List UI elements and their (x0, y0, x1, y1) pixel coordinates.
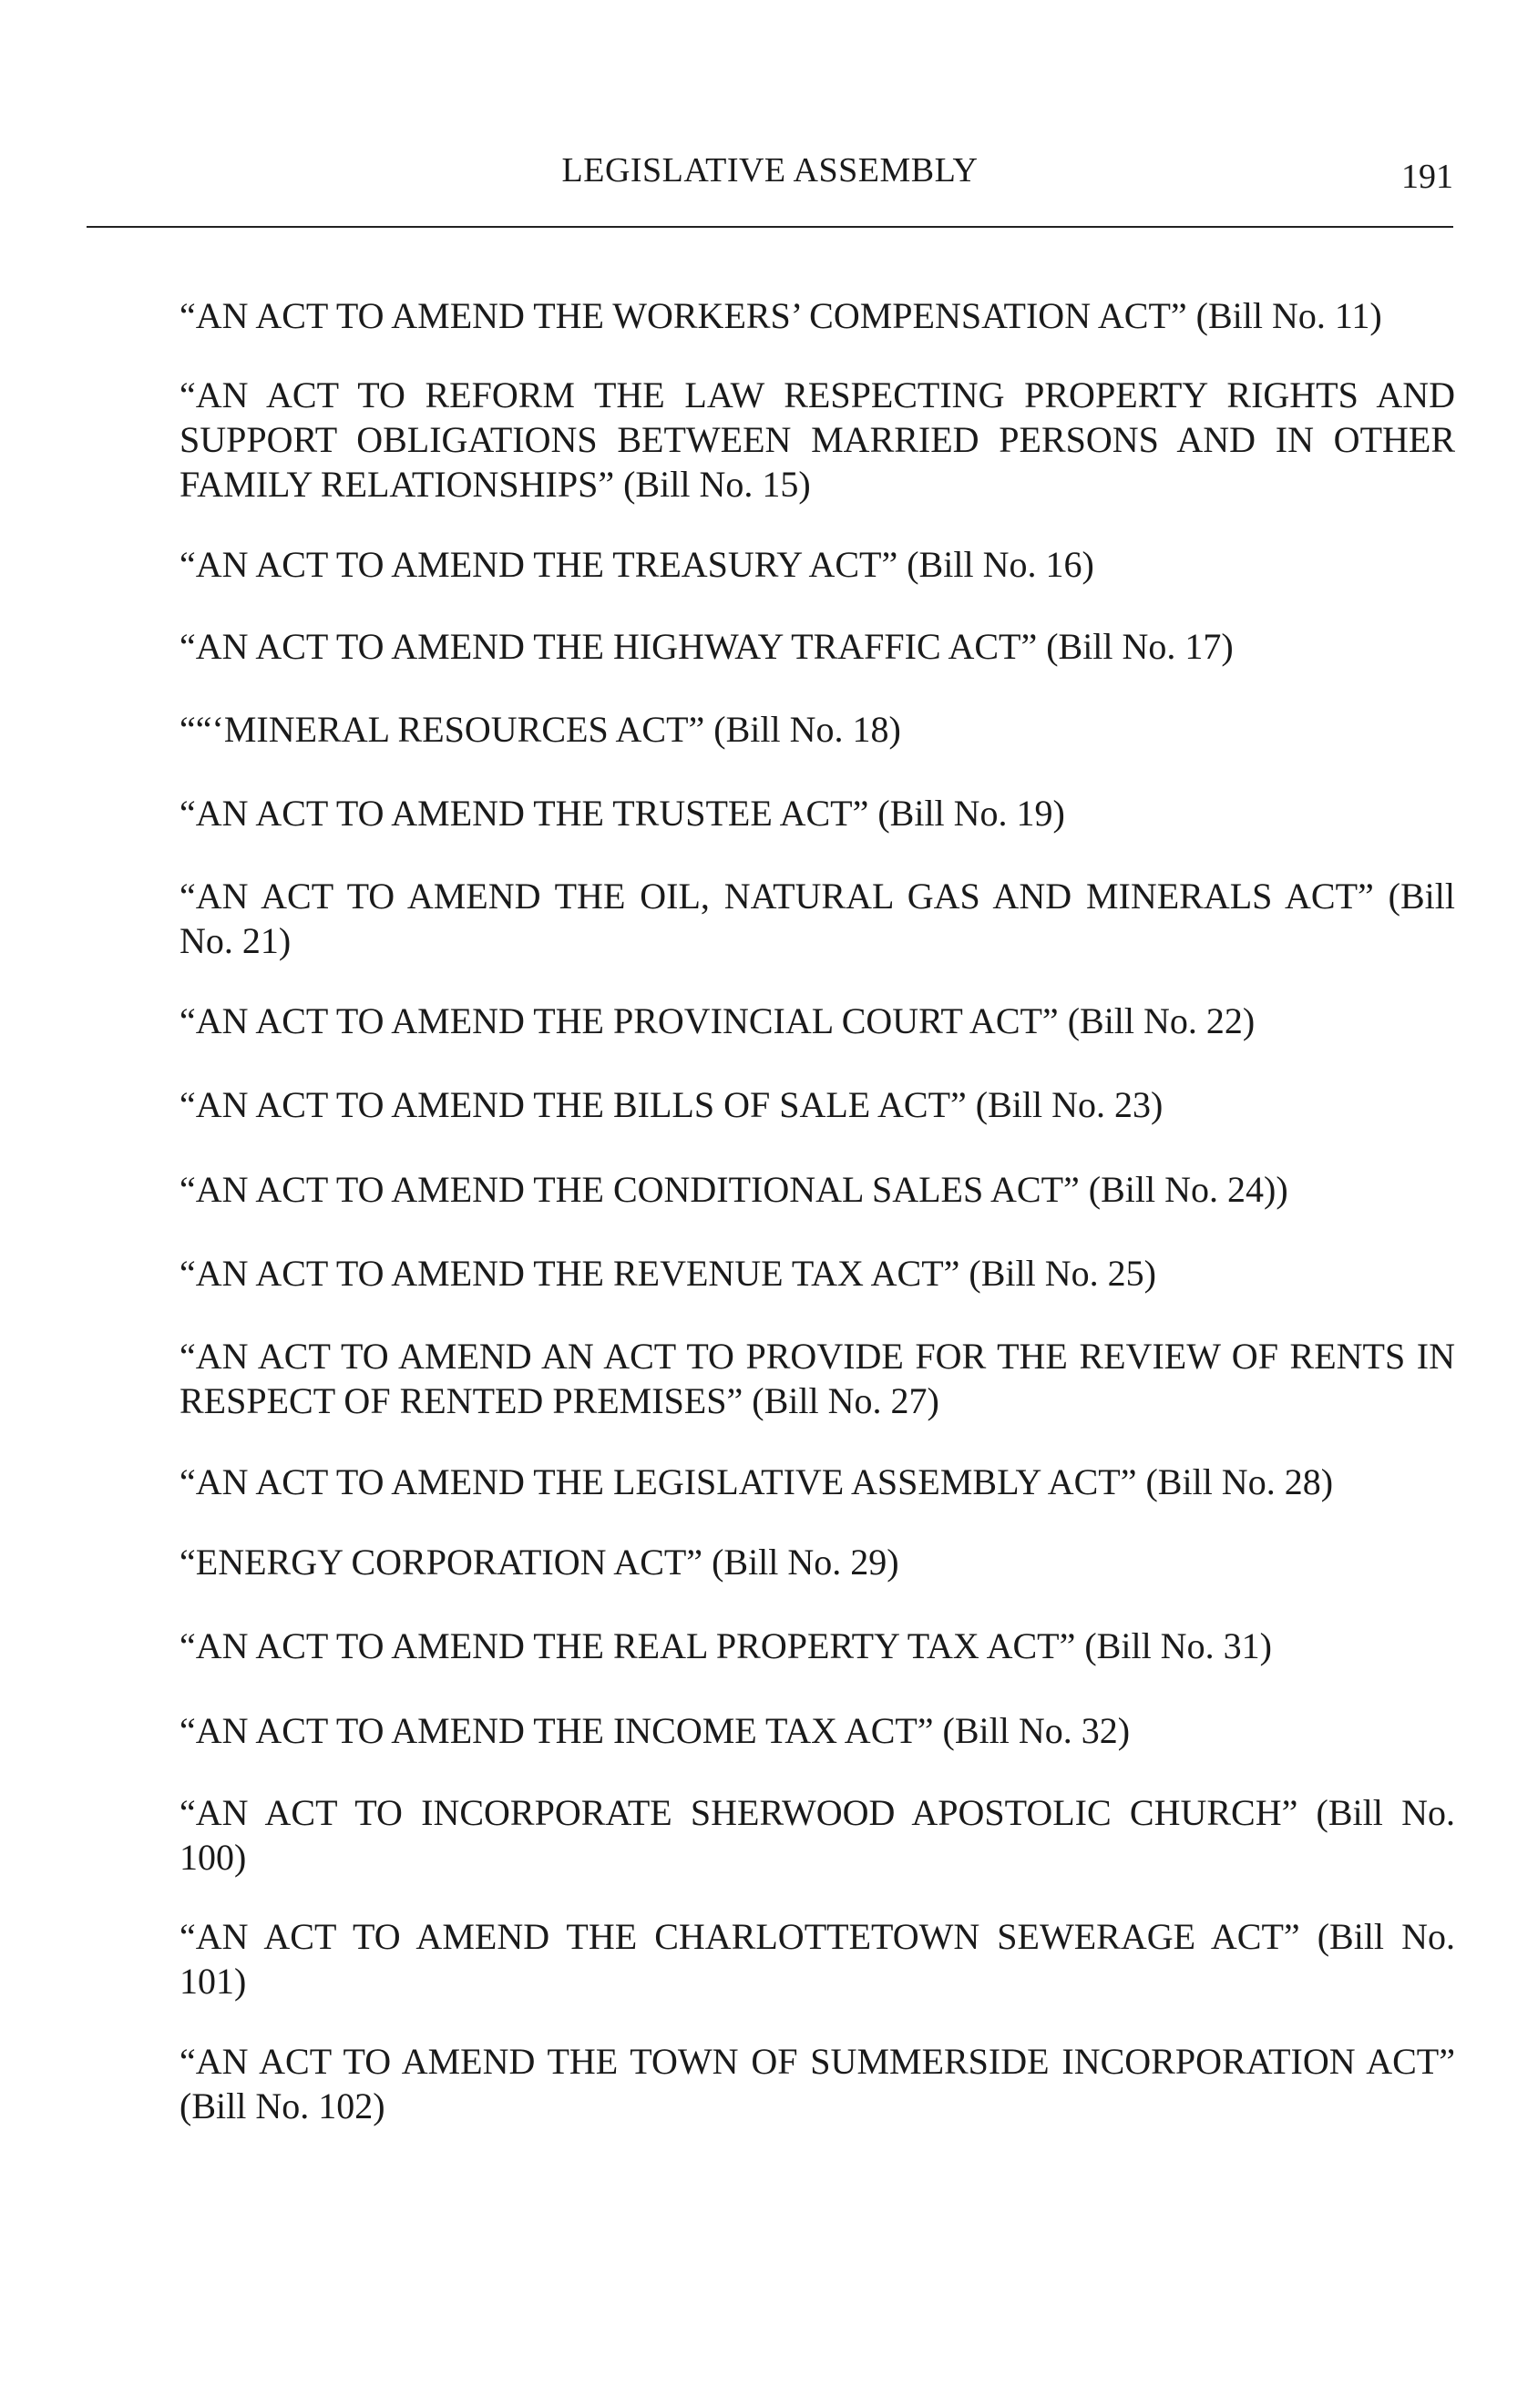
bill-entry: “AN ACT TO AMEND THE WORKERS’ COMPENSATION ACT” (Bill No. 11) (179, 295, 1382, 336)
bill-entry: “AN ACT TO INCORPORATE SHERWOOD APOSTOLIC CHURCH” (Bill No. 100) (179, 1792, 1455, 1878)
bill-entry: “AN ACT TO REFORM THE LAW RESPECTING PROPERTY RIGHTS AND SUPPORT OBLIGATIONS BETWEEN MARRIED PERSONS AND IN OTHER FAMILY RELATIONSHIPS” (Bill No. 15) (179, 374, 1455, 505)
bill-entry: “AN ACT TO AMEND THE LEGISLATIVE ASSEMBLY ACT” (Bill No. 28) (179, 1461, 1334, 1502)
bill-entry: “AN ACT TO AMEND THE REAL PROPERTY TAX ACT” (Bill No. 31) (179, 1625, 1272, 1666)
header-rule (87, 226, 1453, 228)
bill-entry: “AN ACT TO AMEND THE BILLS OF SALE ACT” (Bill No. 23) (179, 1084, 1164, 1125)
bill-entry: “AN ACT TO AMEND THE TREASURY ACT” (Bill No. 16) (179, 544, 1094, 585)
bill-entry: “AN ACT TO AMEND THE PROVINCIAL COURT ACT” (Bill No. 22) (179, 1000, 1256, 1041)
bill-entry: “AN ACT TO AMEND THE TRUSTEE ACT” (Bill No. 19) (179, 793, 1065, 834)
page-number: 191 (1401, 158, 1453, 196)
bill-entry: “AN ACT TO AMEND THE INCOME TAX ACT” (Bill No. 32) (179, 1710, 1131, 1751)
page-header (87, 141, 1453, 205)
bill-entry: “AN ACT TO AMEND THE TOWN OF SUMMERSIDE INCORPORATION ACT” (Bill No. 102) (179, 2041, 1455, 2126)
bill-entry: “AN ACT TO AMEND THE HIGHWAY TRAFFIC ACT” (Bill No. 17) (179, 626, 1234, 667)
bill-entry: “AN ACT TO AMEND THE CHARLOTTETOWN SEWERAGE ACT” (Bill No. 101) (179, 1916, 1455, 2002)
bill-entry: “AN ACT TO AMEND THE CONDITIONAL SALES ACT” (Bill No. 24)) (179, 1169, 1288, 1210)
bill-list (179, 293, 1455, 2128)
bill-entry: “AN ACT TO AMEND THE REVENUE TAX ACT” (Bill No. 25) (179, 1253, 1156, 1294)
bill-entry: “AN ACT TO AMEND AN ACT TO PROVIDE FOR THE REVIEW OF RENTS IN RESPECT OF RENTED PREMISES” (Bill No. 27) (179, 1336, 1455, 1421)
bill-entry: ““‘MINERAL RESOURCES ACT” (Bill No. 18) (179, 709, 901, 750)
running-head: LEGISLATIVE ASSEMBLY (561, 151, 979, 190)
bill-entry: “ENERGY CORPORATION ACT” (Bill No. 29) (179, 1542, 899, 1583)
bill-entry: “AN ACT TO AMEND THE OIL, NATURAL GAS AND MINERALS ACT” (Bill No. 21) (179, 876, 1455, 961)
